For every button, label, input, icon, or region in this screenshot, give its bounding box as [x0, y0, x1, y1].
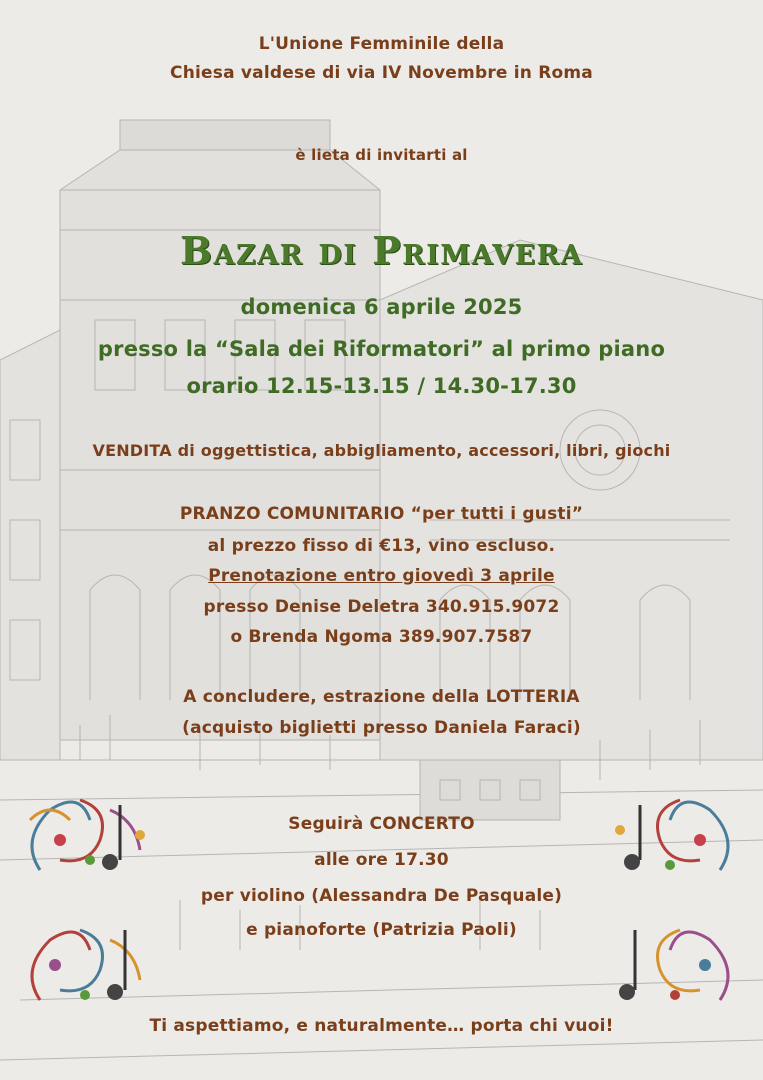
- closing-line: Ti aspettiamo, e naturalmente… porta chi vuoi!: [149, 1016, 614, 1036]
- event-venue: presso la “Sala dei Riformatori” al primo piano: [97, 337, 666, 361]
- sale-description: VENDITA di oggettistica, abbigliamento, accessori, libri, giochi: [92, 441, 671, 460]
- lottery-line: A concludere, estrazione della LOTTERIA: [183, 687, 580, 707]
- invite-line: è lieta di invitarti al: [295, 146, 468, 164]
- header-organization-line: L'Unione Femminile della: [258, 34, 505, 54]
- concert-violin: per violino (Alessandra De Pasquale): [200, 886, 563, 906]
- header-church-line: Chiesa valdese di via IV Novembre in Roma: [170, 63, 593, 83]
- lunch-title: PRANZO COMUNITARIO “per tutti i gusti”: [179, 504, 584, 524]
- lottery-tickets-line: (acquisto biglietti presso Daniela Faraci): [182, 718, 581, 738]
- event-title: Bazar di Primavera: [179, 228, 584, 273]
- event-date: domenica 6 aprile 2025: [240, 295, 523, 319]
- lunch-contact-1: presso Denise Deletra 340.915.9072: [203, 597, 560, 617]
- concert-title: Seguirà CONCERTO: [288, 814, 475, 834]
- event-hours: orario 12.15-13.15 / 14.30-17.30: [186, 374, 577, 398]
- lunch-price: al prezzo fisso di €13, vino escluso.: [207, 536, 556, 556]
- concert-time: alle ore 17.30: [314, 850, 449, 870]
- music-note-floral-ornament: [600, 780, 750, 890]
- lunch-booking-deadline: Prenotazione entro giovedì 3 aprile: [208, 566, 555, 586]
- concert-piano: e pianoforte (Patrizia Paoli): [246, 920, 517, 940]
- lunch-contact-2: o Brenda Ngoma 389.907.7587: [230, 627, 533, 647]
- music-note-floral-ornament: [10, 780, 160, 890]
